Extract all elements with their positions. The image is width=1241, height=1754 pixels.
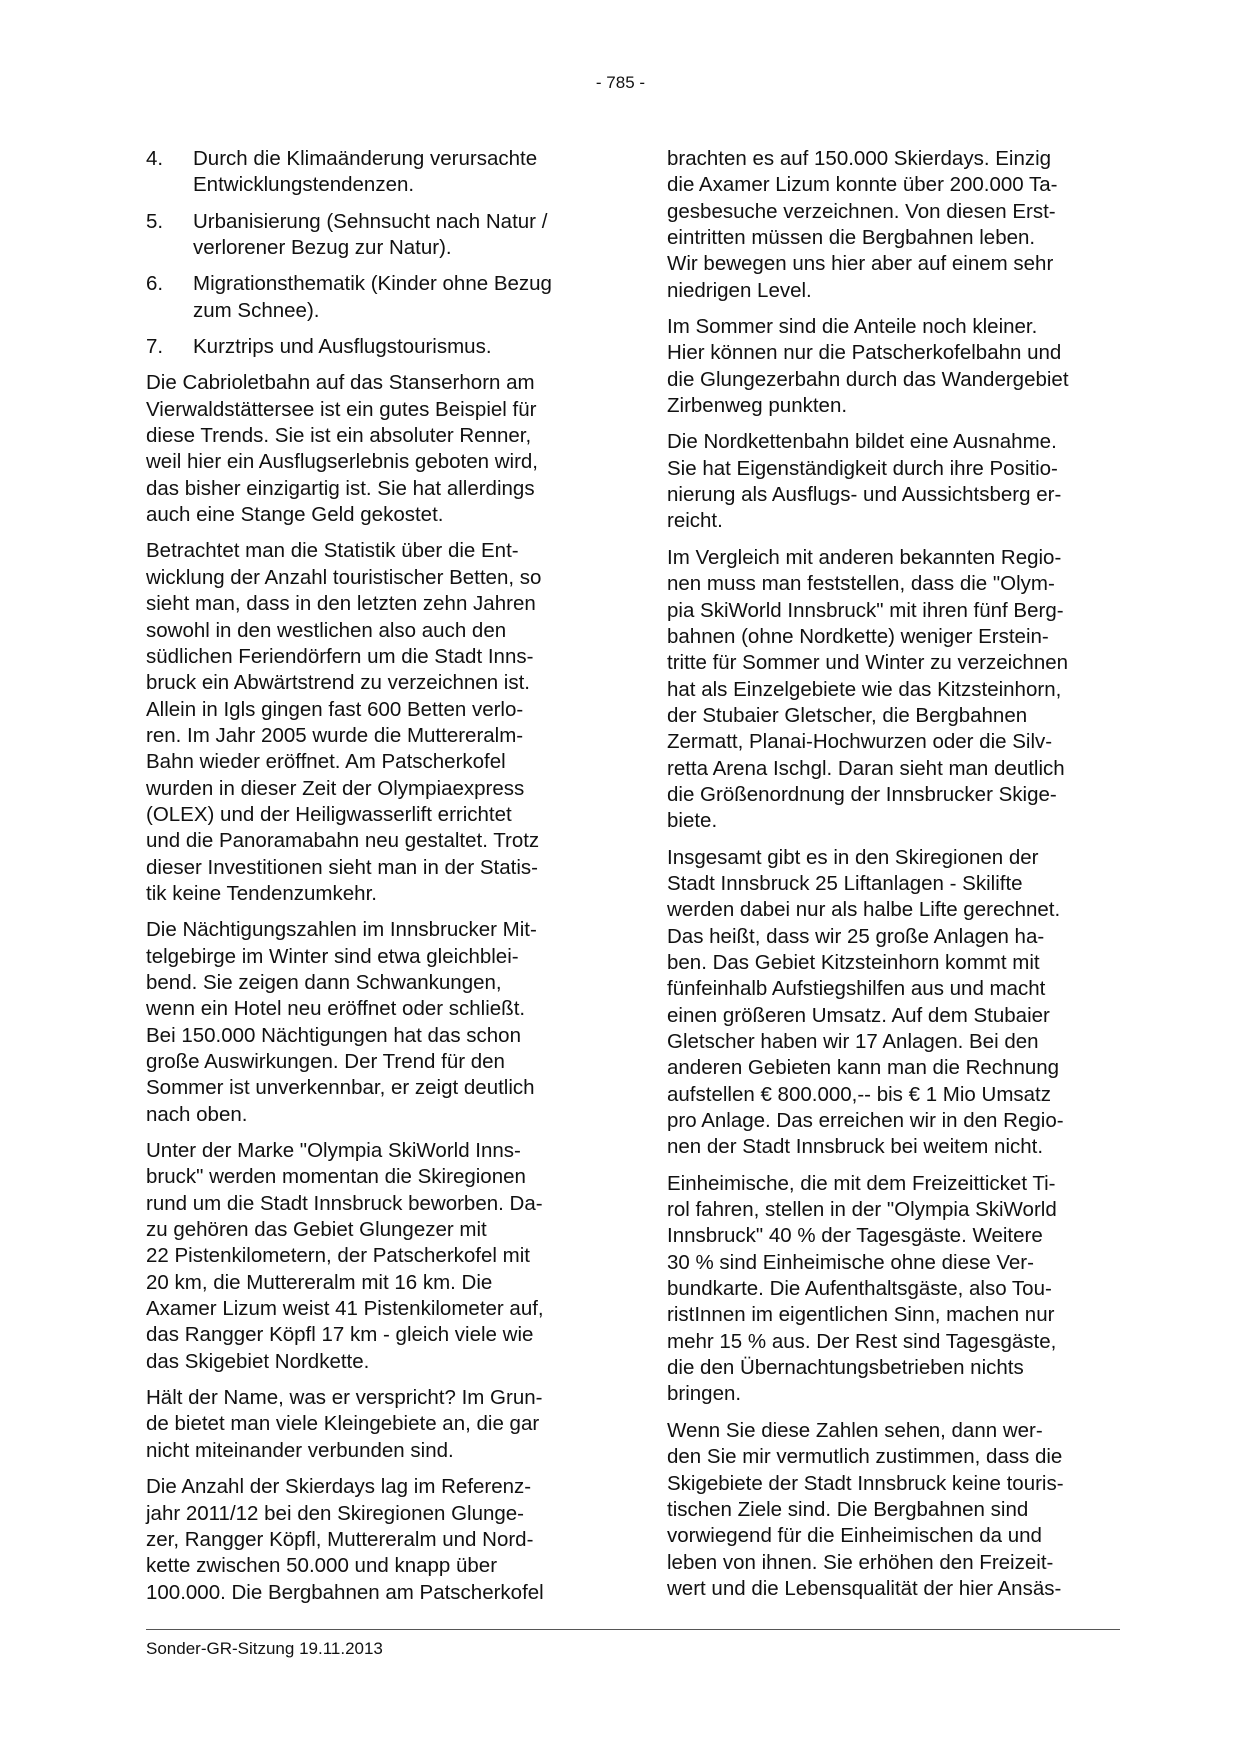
list-item — [146, 209, 606, 262]
text-line: Unter der Marke "Olympia SkiWorld Inns- — [146, 1139, 521, 1163]
text-line: Entwicklungstendenzen. — [193, 173, 415, 197]
text-line: zum Schnee). — [193, 298, 320, 322]
text-line: Zermatt, Planai-Hochwurzen oder die Silv- — [667, 730, 1053, 754]
text-line: zer, Rangger Köpfl, Muttereralm und Nord- — [146, 1527, 534, 1551]
paragraph — [667, 146, 1127, 304]
text-line: vorwiegend für die Einheimischen da und — [667, 1524, 1042, 1548]
text-line: retta Arena Ischgl. Daran sieht man deutlich — [667, 756, 1065, 780]
text-line: Hält der Name, was er verspricht? Im Grun- — [146, 1386, 543, 1410]
right-column — [667, 146, 1127, 1612]
text-line: dieser Investitionen sieht man in der Statis- — [146, 855, 538, 879]
text-line: zu gehören das Gebiet Glungezer mit — [146, 1218, 487, 1242]
paragraph — [146, 370, 606, 528]
list-item — [146, 334, 606, 360]
text-line: südlichen Feriendörfern um die Stadt Inns- — [146, 644, 534, 668]
text-line: Wenn Sie diese Zahlen sehen, dann wer- — [667, 1418, 1043, 1442]
text-line: verlorener Bezug zur Natur). — [193, 236, 452, 260]
text-line: Innsbruck" 40 % der Tagesgäste. Weitere — [667, 1224, 1043, 1248]
list-number: 7. — [146, 335, 164, 359]
text-line: Durch die Klimaänderung verursachte — [193, 147, 538, 170]
text-line: das Skigebiet Nordkette. — [146, 1349, 370, 1373]
paragraph — [667, 545, 1127, 835]
text-line: Urbanisierung (Sehnsucht nach Natur / — [193, 209, 548, 233]
text-line: diese Trends. Sie ist ein absoluter Renner, — [146, 424, 532, 448]
paragraph — [667, 1418, 1127, 1602]
text-line: bruck" werden momentan die Skiregionen — [146, 1165, 526, 1189]
text-line: sowohl in den westlichen also auch den — [146, 618, 507, 642]
list-number: 4. — [146, 147, 164, 170]
text-line: Zirbenweg punkten. — [667, 394, 848, 418]
text-line: pro Anlage. Das erreichen wir in den Regio- — [667, 1109, 1064, 1133]
text-line: rund um die Stadt Innsbruck beworben. Da- — [146, 1191, 543, 1215]
text-line: der Stubaier Gletscher, die Bergbahnen — [667, 703, 1028, 727]
text-line: ben. Das Gebiet Kitzsteinhorn kommt mit — [667, 950, 1040, 974]
text-line: Sommer ist unverkennbar, er zeigt deutlich — [146, 1076, 535, 1100]
text-line: sieht man, dass in den letzten zehn Jahren — [146, 592, 536, 616]
text-line: Allein in Igls gingen fast 600 Betten verlo- — [146, 697, 524, 721]
text-line: Einheimische, die mit dem Freizeitticket Ti- — [667, 1171, 1056, 1195]
text-line: Insgesamt gibt es in den Skiregionen der — [667, 845, 1039, 869]
text-line: ren. Im Jahr 2005 wurde die Muttereralm- — [146, 723, 524, 747]
text-line: und die Panoramabahn neu gestaltet. Trotz — [146, 829, 540, 853]
text-line: 30 % sind Einheimische ohne diese Ver- — [667, 1250, 1034, 1274]
text-line: nicht miteinander verbunden sind. — [146, 1438, 454, 1462]
text-line: die den Übernachtungsbetrieben nichts — [667, 1356, 1024, 1380]
left-column — [146, 146, 606, 1616]
text-line: rol fahren, stellen in der "Olympia SkiWorld — [667, 1198, 1057, 1222]
text-line: Das heißt, dass wir 25 große Anlagen ha- — [667, 924, 1045, 948]
text-line: den Sie mir vermutlich zustimmen, dass die — [667, 1445, 1063, 1469]
list-text — [193, 334, 606, 360]
text-line: kette zwischen 50.000 und knapp über — [146, 1554, 498, 1578]
text-line: pia SkiWorld Innsbruck" mit ihren fünf Berg- — [667, 598, 1064, 622]
text-line: Die Cabrioletbahn auf das Stanserhorn am — [146, 371, 535, 395]
text-line: Vierwaldstättersee ist ein gutes Beispiel für — [146, 397, 537, 421]
text-line: bringen. — [667, 1382, 742, 1406]
text-line: Im Vergleich mit anderen bekannten Regio- — [667, 545, 1062, 569]
list-item — [146, 146, 606, 199]
text-line: eintritten müssen die Bergbahnen leben. — [667, 226, 1036, 250]
text-line: Stadt Innsbruck 25 Liftanlagen - Skilifte — [667, 871, 1023, 895]
text-line: nen muss man feststellen, dass die "Olym- — [667, 572, 1055, 596]
text-line: Die Anzahl der Skierdays lag im Referenz- — [146, 1475, 532, 1499]
text-line: wicklung der Anzahl touristischer Betten, so — [146, 565, 542, 589]
paragraph — [146, 1385, 606, 1464]
paragraph — [667, 845, 1127, 1161]
list-text — [193, 209, 606, 262]
text-line: Kurztrips und Ausflugstourismus. — [193, 335, 492, 359]
text-line: tischen Ziele sind. Die Bergbahnen sind — [667, 1497, 1029, 1521]
text-line: Betrachtet man die Statistik über die Ent- — [146, 539, 519, 563]
text-line: anderen Gebieten kann man die Rechnung — [667, 1056, 1060, 1080]
text-line: Die Nächtigungszahlen im Innsbrucker Mit- — [146, 918, 537, 942]
text-line: biete. — [667, 809, 718, 833]
text-line: Bei 150.000 Nächtigungen hat das schon — [146, 1023, 521, 1047]
text-line: wurden in dieser Zeit der Olympiaexpress — [146, 776, 525, 800]
text-line: niedrigen Level. — [667, 278, 812, 302]
text-line: große Auswirkungen. Der Trend für den — [146, 1050, 505, 1073]
list-text — [193, 146, 606, 199]
text-line: wenn ein Hotel neu eröffnet oder schließt. — [146, 997, 526, 1021]
text-line: mehr 15 % aus. Der Rest sind Tagesgäste, — [667, 1329, 1057, 1353]
text-line: werden dabei nur als halbe Lifte gerechnet. — [667, 898, 1061, 922]
text-line: Migrationsthematik (Kinder ohne Bezug — [193, 272, 552, 296]
text-line: ristInnen im eigentlichen Sinn, machen nur — [667, 1303, 1055, 1327]
text-line: bruck ein Abwärtstrend zu verzeichnen ist. — [146, 671, 530, 695]
text-line: das Rangger Köpfl 17 km - gleich viele wie — [146, 1323, 534, 1347]
text-line: Im Sommer sind die Anteile noch kleiner. — [667, 315, 1038, 339]
text-line: weil hier ein Ausflugserlebnis geboten wird, — [146, 450, 539, 474]
text-line: 22 Pistenkilometern, der Patscherkofel mit — [146, 1244, 530, 1268]
text-line: reicht. — [667, 509, 723, 533]
paragraph — [667, 429, 1127, 534]
text-line: (OLEX) und der Heiligwasserlift errichtet — [146, 802, 512, 826]
list-number: 6. — [146, 272, 164, 296]
text-line: bundkarte. Die Aufenthaltsgäste, also Tou- — [667, 1277, 1052, 1301]
text-line: gesbesuche verzeichnen. Von diesen Erst- — [667, 199, 1056, 223]
list-item — [146, 271, 606, 324]
list-text — [193, 271, 606, 324]
text-line: leben von ihnen. Sie erhöhen den Freizeit- — [667, 1550, 1054, 1574]
paragraph — [146, 1138, 606, 1375]
footer-divider — [146, 1629, 1120, 1630]
text-line: Gletscher haben wir 17 Anlagen. Bei den — [667, 1030, 1039, 1053]
paragraph — [667, 314, 1127, 419]
text-line: Skigebiete der Stadt Innsbruck keine touris- — [667, 1471, 1064, 1495]
text-line: auch eine Stange Geld gekostet. — [146, 503, 444, 527]
text-line: telgebirge im Winter sind etwa gleichblei- — [146, 944, 519, 968]
paragraph — [667, 1171, 1127, 1408]
footer-text: Sonder-GR-Sitzung 19.11.2013 — [146, 1639, 383, 1658]
text-line: brachten es auf 150.000 Skierdays. Einzig — [667, 147, 1052, 170]
text-line: fünfeinhalb Aufstiegshilfen aus und macht — [667, 977, 1046, 1001]
text-line: nach oben. — [146, 1102, 248, 1126]
text-line: 100.000. Die Bergbahnen am Patscherkofel — [146, 1580, 544, 1604]
text-line: das bisher einzigartig ist. Sie hat allerdings — [146, 476, 535, 500]
text-line: die Größenordnung der Innsbrucker Skige- — [667, 782, 1057, 806]
text-line: tritte für Sommer und Winter zu verzeichnen — [667, 651, 1069, 675]
paragraph — [146, 917, 606, 1128]
text-line: Sie hat Eigenständigkeit durch ihre Positio- — [667, 456, 1058, 480]
text-line: nierung als Ausflugs- und Aussichtsberg er- — [667, 483, 1062, 507]
text-line: de bietet man viele Kleingebiete an, die gar — [146, 1412, 540, 1436]
text-line: Wir bewegen uns hier aber auf einem sehr — [667, 252, 1054, 276]
text-line: aufstellen € 800.000,-- bis € 1 Mio Umsatz — [667, 1082, 1051, 1106]
text-line: 20 km, die Muttereralm mit 16 km. Die — [146, 1270, 493, 1294]
text-line: wert und die Lebensqualität der hier Ansäs- — [667, 1576, 1062, 1600]
text-line: einen größeren Umsatz. Auf dem Stubaier — [667, 1003, 1050, 1027]
list-number: 5. — [146, 209, 164, 233]
text-line: bahnen (ohne Nordkette) weniger Erstein- — [667, 624, 1049, 648]
text-line: Bahn wieder eröffnet. Am Patscherkofel — [146, 750, 506, 774]
paragraph — [146, 1474, 606, 1606]
text-line: bend. Sie zeigen dann Schwankungen, — [146, 970, 502, 994]
text-line: die Axamer Lizum konnte über 200.000 Ta- — [667, 173, 1058, 197]
page-number: - 785 - — [595, 73, 646, 92]
text-line: Die Nordkettenbahn bildet eine Ausnahme. — [667, 430, 1057, 454]
paragraph — [146, 538, 606, 907]
text-line: Hier können nur die Patscherkofelbahn und — [667, 341, 1062, 365]
text-line: nen der Stadt Innsbruck bei weitem nicht. — [667, 1135, 1044, 1159]
text-line: jahr 2011/12 bei den Skiregionen Glunge- — [146, 1501, 524, 1525]
text-line: hat als Einzelgebiete wie das Kitzsteinhorn, — [667, 677, 1062, 701]
text-line: tik keine Tendenzumkehr. — [146, 881, 377, 905]
text-line: die Glungezerbahn durch das Wandergebiet — [667, 367, 1069, 391]
text-line: Axamer Lizum weist 41 Pistenkilometer auf, — [146, 1297, 544, 1321]
